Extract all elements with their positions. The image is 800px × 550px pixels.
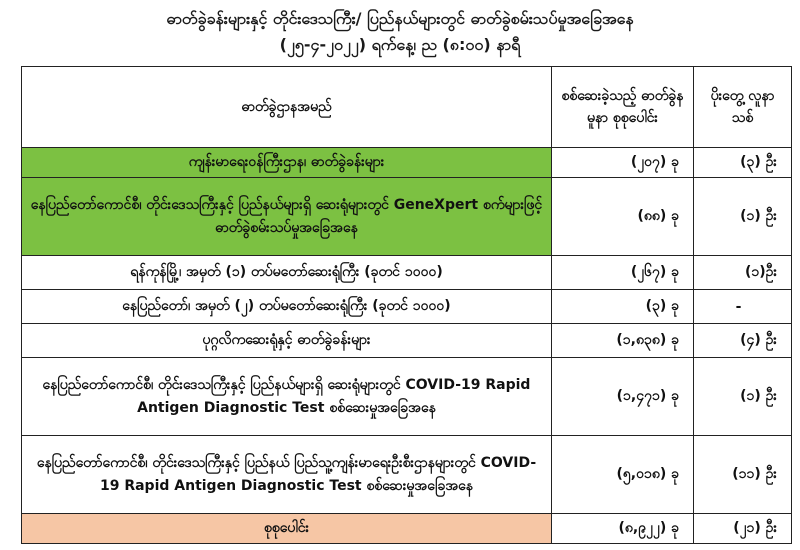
tests-count: (၈၈) ခု bbox=[552, 178, 694, 256]
positive-count: (၁၁) ဦး bbox=[694, 436, 792, 514]
table-row bbox=[22, 256, 792, 290]
tests-count: (၂၀၇) ခု bbox=[552, 148, 694, 178]
lab-name: ကျန်းမာရေးဝန်ကြီးဌာန၊ ဓာတ်ခွဲခန်းများ bbox=[22, 148, 552, 178]
table-row bbox=[22, 436, 792, 514]
table-row bbox=[22, 358, 792, 436]
tests-count: (၅,၀၁၈) ခု bbox=[552, 436, 694, 514]
lab-name: နေပြည်တော်ကောင်စီ၊ တိုင်းဒေသကြီးနှင့် ပြည်နယ်များရှိ ဆေးရုံများတွင် COVID-19 Rapid Antigen Diagnostic Test စစ်ဆေးမှုအခြေအနေ bbox=[22, 358, 552, 436]
lab-name: နေပြည်တော်၊ အမှတ် (၂) တပ်မတော်ဆေးရုံကြီး (ခုတင် ၁၀၀၀) bbox=[22, 290, 552, 324]
page-title bbox=[0, 6, 800, 58]
header-lab-name: ဓာတ်ခွဲဌာနအမည် bbox=[22, 67, 552, 148]
positive-count: (၃) ဦး bbox=[694, 148, 792, 178]
title-line-1: ဓာတ်ခွဲခန်းများနှင့် တိုင်းဒေသကြီး/ ပြည်နယ်များတွင် ဓာတ်ခွဲစမ်းသပ်မှုအခြေအနေ bbox=[166, 9, 634, 28]
tests-count: (၃) ခု bbox=[552, 290, 694, 324]
total-row bbox=[22, 514, 792, 544]
lab-name: နေပြည်တော်ကောင်စီ၊ တိုင်းဒေသကြီးနှင့် ပြည်နယ်များရှိ ဆေးရုံများတွင် GeneXpert စက်များဖြင့် ဓာတ်ခွဲစမ်းသပ်မှုအခြေအနေ bbox=[22, 178, 552, 256]
tests-count: (၁,၄၇၁) ခု bbox=[552, 358, 694, 436]
positive-count: (၁) ဦး bbox=[694, 178, 792, 256]
table-header-row bbox=[22, 67, 792, 148]
total-label: စုစုပေါင်း bbox=[22, 514, 552, 544]
table-row bbox=[22, 324, 792, 358]
lab-test-table bbox=[21, 66, 792, 544]
tests-count: (၁,၈၃၈) ခု bbox=[552, 324, 694, 358]
lab-name: ရန်ကုန်မြို့၊ အမှတ် (၁) တပ်မတော်ဆေးရုံကြီး (ခုတင် ၁၀၀၀) bbox=[22, 256, 552, 290]
positive-count: (၄) ဦး bbox=[694, 324, 792, 358]
lab-name: နေပြည်တော်ကောင်စီ၊ တိုင်းဒေသကြီးနှင့် ပြည်နယ် ပြည်သူ့ကျန်းမာရေးဦးစီးဌာနများတွင် COVID-19 Rapid Antigen Diagnostic Test စစ်ဆေးမှုအခြေအနေ bbox=[22, 436, 552, 514]
header-tests: စစ်ဆေးခဲ့သည့် ဓာတ်ခွဲနမူနာ စုစုပေါင်း bbox=[552, 67, 694, 148]
total-positive: (၂၁) ဦး bbox=[694, 514, 792, 544]
table-row bbox=[22, 148, 792, 178]
total-tests: (၈,၉၂၂) ခု bbox=[552, 514, 694, 544]
tests-count: (၂၆၇) ခု bbox=[552, 256, 694, 290]
table-row bbox=[22, 178, 792, 256]
header-positive: ပိုးတွေ့ လူနာသစ် bbox=[694, 67, 792, 148]
positive-count: (၁) ဦး bbox=[694, 358, 792, 436]
lab-name: ပုဂ္ဂလိကဆေးရုံနှင့် ဓာတ်ခွဲခန်းများ bbox=[22, 324, 552, 358]
title-line-2: (၂၅-၄-၂၀၂၂) ရက်နေ့၊ ည (၈:၀၀) နာရီ bbox=[279, 35, 521, 54]
table-row bbox=[22, 290, 792, 324]
positive-count: - bbox=[694, 290, 792, 324]
positive-count: (၁)ဦး bbox=[694, 256, 792, 290]
